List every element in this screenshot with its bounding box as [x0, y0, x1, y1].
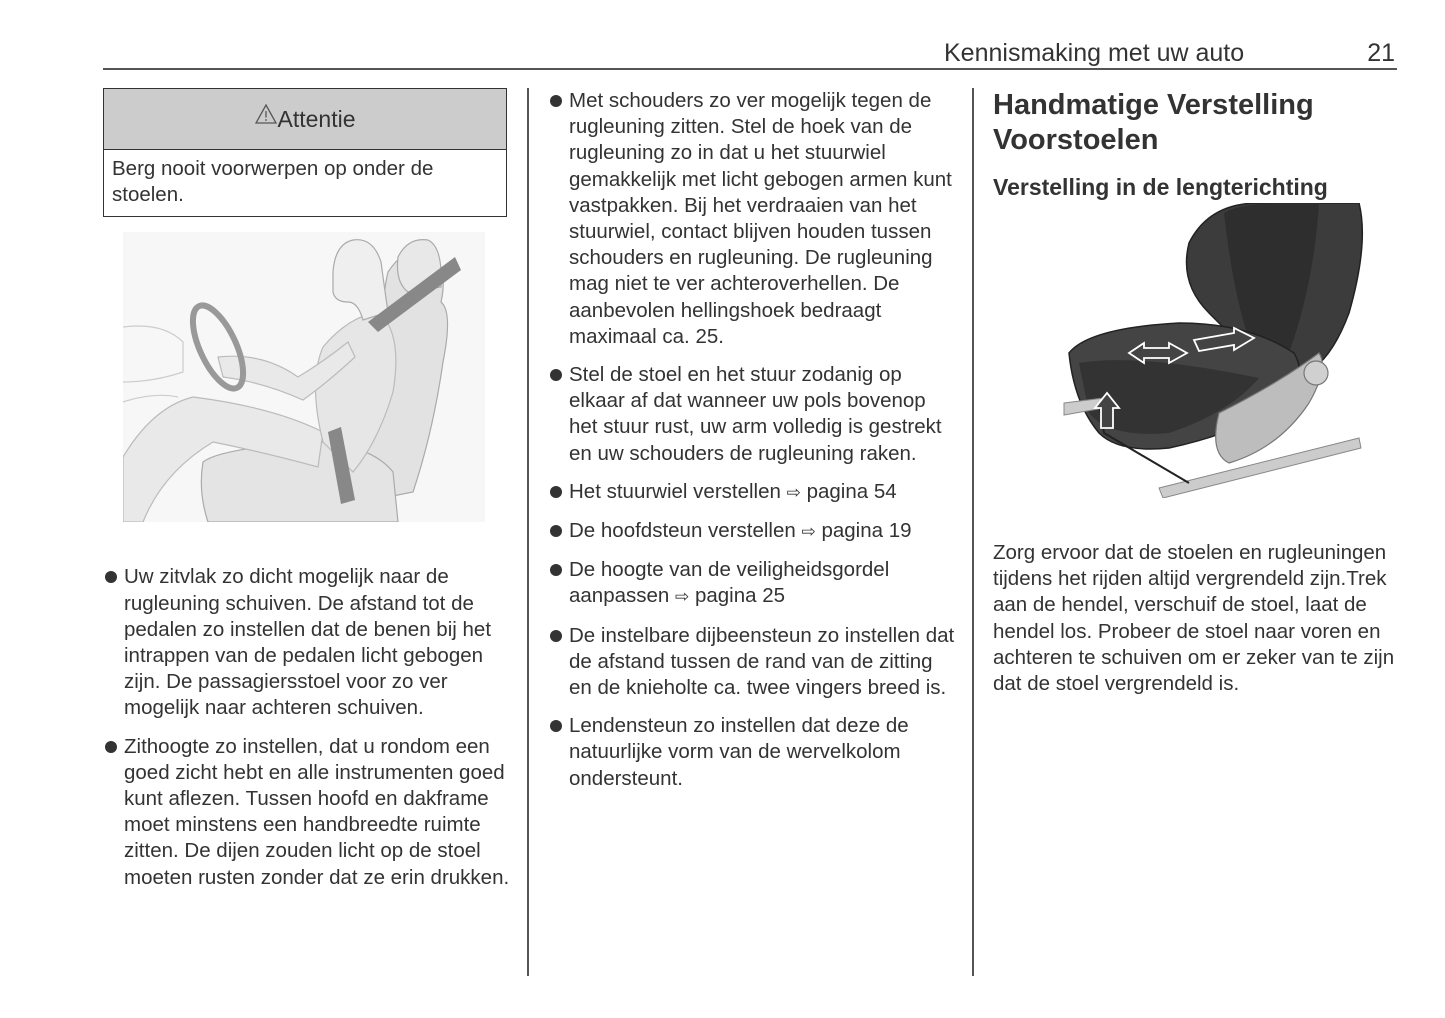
page-number: 21	[1367, 39, 1395, 67]
page-reference-link[interactable]: pagina 25	[694, 584, 786, 608]
subsection-heading: Verstelling in de lengterichting	[993, 174, 1328, 200]
section-title: Kennismaking met uw auto	[944, 39, 1245, 67]
attention-text: Berg nooit voorwerpen op onder de stoelen.	[112, 157, 434, 207]
attention-header	[104, 89, 506, 150]
page-reference-link[interactable]: pagina 19	[821, 519, 912, 543]
cross-reference-arrow-icon: ⇨	[786, 482, 801, 502]
cross-reference-arrow-icon: ⇨	[801, 522, 816, 542]
driver-seating-illustration	[123, 232, 485, 522]
list-item: Uw zitvlak zo dicht mogelijk naar de rugleuning schuiven. De afstand tot de pedalen zo instellen dat de benen bij het intrappen van de pedalen licht gebogen zijn. De passagiersstoel voor zo ver mogelijk naar achteren schuiven.	[103, 564, 513, 721]
column-2	[548, 88, 958, 804]
column-divider-left	[527, 88, 529, 976]
list-item-link: De hoofdsteun verstellen ⇨ pagina 19	[548, 518, 958, 545]
column-3	[993, 88, 1403, 697]
list-item: Lendensteun zo instellen dat deze de natuurlijke vorm van de wervelkolom ondersteunt.	[548, 713, 958, 792]
warning-triangle-icon	[255, 104, 277, 130]
attention-box	[103, 88, 507, 217]
list-item: De instelbare dijbeensteun zo instellen dat de afstand tussen de rand van de zitting en de knieholte ca. twee vingers breed is.	[548, 623, 958, 702]
column-1	[103, 88, 513, 903]
header-rule	[103, 68, 1397, 70]
body-paragraph: Zorg ervoor dat de stoelen en rugleuningen tijdens het rijden altijd vergrendeld zijn.Trek aan de hendel, verschuif de stoel, laat de hendel los. Probeer de stoel naar voren en achteren te schuiven om er zeker van te zijn dat de stoel vergrendeld is.	[993, 541, 1395, 696]
section-heading: Handmatige Verstelling Voorstoelen	[993, 89, 1314, 156]
cross-reference-arrow-icon: ⇨	[675, 587, 690, 607]
page-reference-link[interactable]: pagina 54	[806, 479, 897, 503]
list-item: Stel de stoel en het stuur zodanig op elkaar af dat wanneer uw pols bovenop het stuur rust, uw arm volledig is gestrekt en uw schouders de rugleuning raken.	[548, 362, 958, 467]
bullet-list-col2	[548, 88, 958, 792]
seat-adjustment-illustration	[1059, 203, 1369, 498]
list-item-link: Het stuurwiel verstellen ⇨ pagina 54	[548, 479, 958, 506]
column-divider-right	[972, 88, 974, 976]
attention-title: Attentie	[277, 105, 356, 132]
list-item: Zithoogte zo instellen, dat u rondom een goed zicht hebt en alle instrumenten goed kunt aflezen. Tussen hoofd en dakframe moet minstens een handbreedte ruimte zitten. De dijen zouden licht op de stoel moeten rusten zonder dat ze erin drukken.	[103, 734, 513, 891]
bullet-list-col1	[103, 564, 513, 890]
list-item: Met schouders zo ver mogelijk tegen de rugleuning zitten. Stel de hoek van de rugleuning zo in dat u het stuurwiel gemakkelijk met licht gebogen armen kunt vastpakken. Bij het verdraaien van het stuurwiel, contact blijven houden tussen schouders en rugleuning. De rugleuning mag niet te ver achteroverhellen. De aanbevolen hellingshoek bedraagt maximaal ca. 25.	[548, 88, 958, 350]
list-item-link: De hoogte van de veiligheidsgordel aanpassen ⇨ pagina 25	[548, 557, 958, 610]
